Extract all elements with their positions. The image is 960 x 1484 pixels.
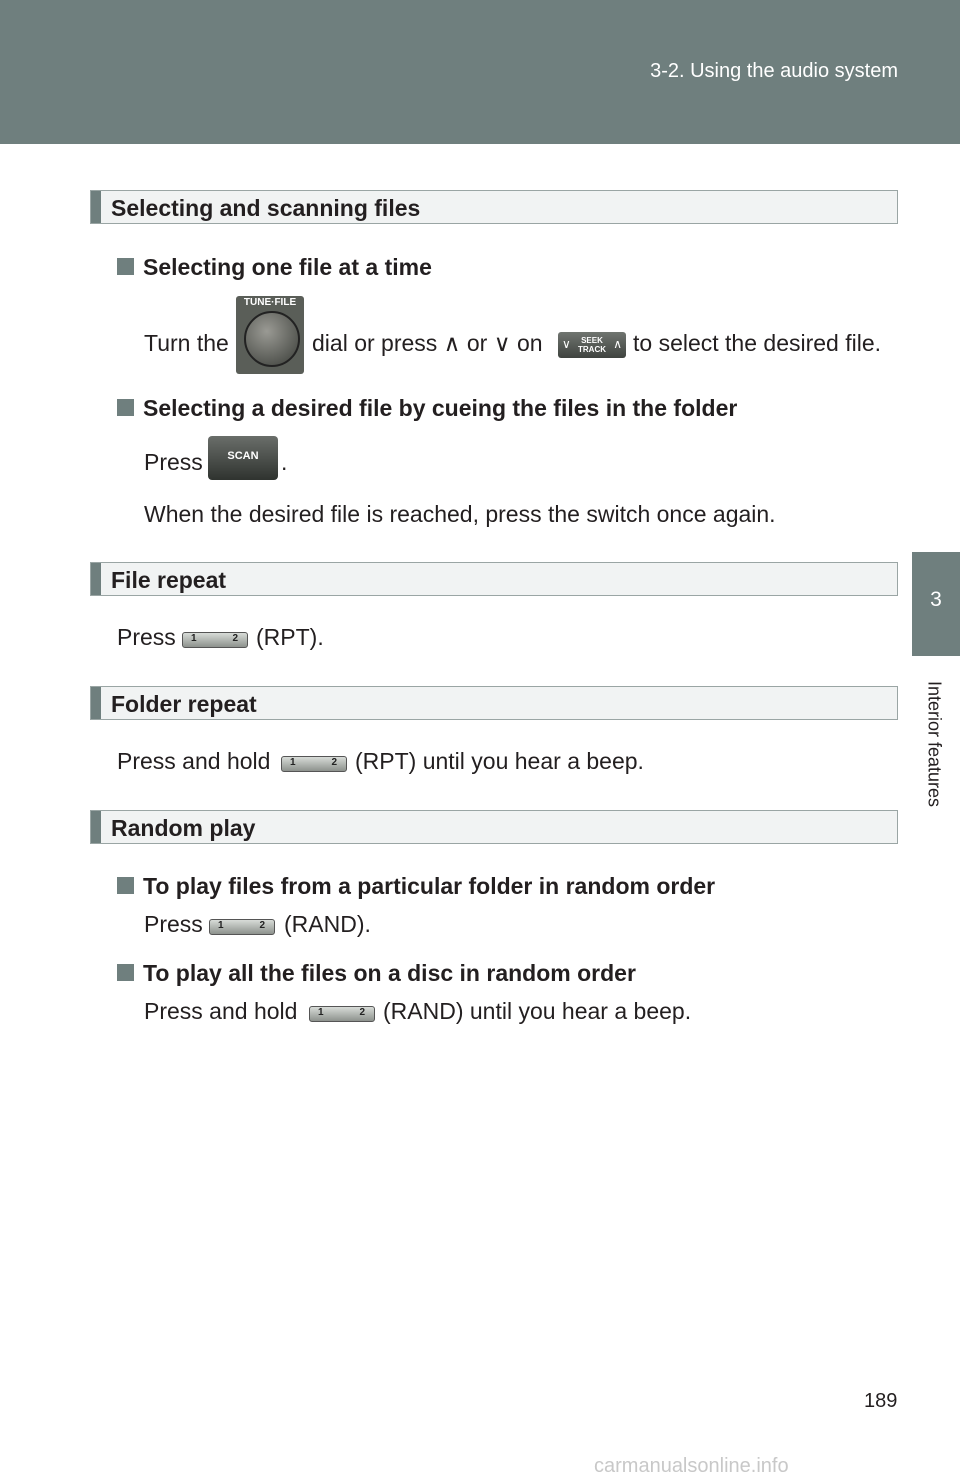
text-press: Press [144, 449, 203, 475]
page-header [0, 0, 960, 144]
text-press-and-hold: Press and hold [144, 998, 298, 1024]
text-press-and-hold: Press and hold [117, 748, 271, 774]
chapter-tab [912, 552, 960, 656]
text-rpt-beep: (RPT) until you hear a beep. [355, 748, 644, 774]
section-title: File repeat [111, 567, 227, 593]
section-heading-file-repeat [90, 562, 898, 596]
section-heading-random-play [90, 810, 898, 844]
section-title: Random play [111, 815, 256, 841]
section-title: Selecting and scanning files [111, 195, 421, 221]
text-period: . [281, 449, 288, 475]
preset-button-icon: 1 2 [209, 919, 275, 935]
watermark: carmanualsonline.info [594, 1455, 789, 1477]
subheading-folder-random: To play files from a particular folder in random order [117, 873, 715, 900]
text-select-file: to select the desired file. [633, 330, 882, 356]
subheading-disc-random: To play all the files on a disc in random order [117, 960, 636, 987]
page-number: 189 [864, 1390, 898, 1412]
section-heading-folder-repeat [90, 686, 898, 720]
tune-file-dial-icon: TUNE·FILE [236, 296, 304, 374]
subheading-cueing: Selecting a desired file by cueing the files in the folder [117, 395, 737, 422]
text-turn-the: Turn the [144, 330, 229, 356]
square-bullet-icon [117, 877, 134, 894]
square-bullet-icon [117, 258, 134, 275]
preset-button-icon: 1 2 [281, 756, 347, 772]
seek-track-button-icon: ∨ SEEK TRACK ∧ [558, 332, 626, 358]
square-bullet-icon [117, 399, 134, 416]
text-rand-beep: (RAND) until you hear a beep. [383, 998, 692, 1024]
preset-button-icon: 1 2 [309, 1006, 375, 1022]
text-when-reached: When the desired file is reached, press the switch once again. [144, 501, 776, 527]
dial-knob-icon [244, 311, 300, 367]
square-bullet-icon [117, 964, 134, 981]
subheading-one-file: Selecting one file at a time [117, 254, 432, 281]
text-press: Press [144, 911, 203, 937]
text-press: Press [117, 624, 176, 650]
text-rand: (RAND). [284, 911, 371, 937]
scan-button-icon: SCAN [208, 436, 278, 480]
text-dial-or-press: dial or press ∧ or ∨ on [312, 330, 543, 356]
chapter-label: Interior features [924, 680, 945, 808]
preset-button-icon: 1 2 [182, 632, 248, 648]
chapter-number: 3 [930, 588, 942, 611]
section-heading-selecting [90, 190, 898, 224]
section-title: Folder repeat [111, 691, 257, 717]
text-rpt: (RPT). [256, 624, 324, 650]
header-title: 3-2. Using the audio system [650, 60, 898, 82]
